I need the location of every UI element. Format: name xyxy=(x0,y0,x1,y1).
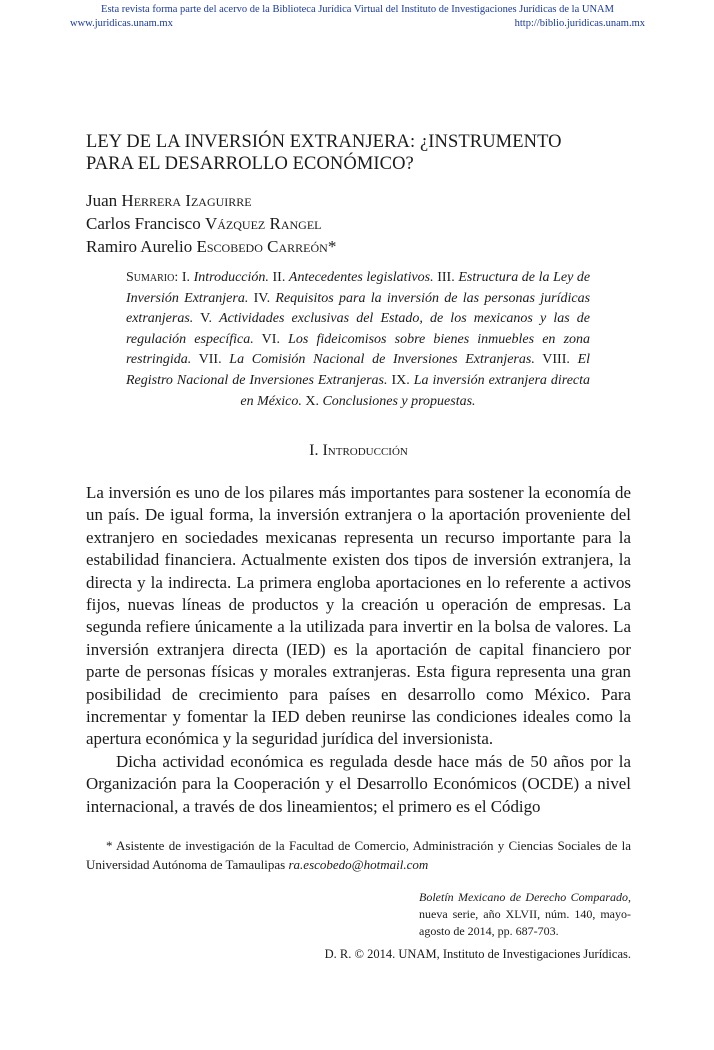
copyright-notice: D. R. © 2014. UNAM, Instituto de Investigaciones Jurídicas. xyxy=(324,947,631,961)
footnote-text: Asistente de investigación de la Facultad de Comercio, Administración y Ciencias Sociales de la Universidad Autónoma de Tamaulipas xyxy=(86,838,631,872)
title-line-2: PARA EL DESARROLLO ECONÓMICO? xyxy=(86,154,414,174)
journal-name: Boletín Mexicano de Derecho Comparado xyxy=(419,890,628,904)
author xyxy=(86,235,626,258)
title-line-1: LEY DE LA INVERSIÓN EXTRANJERA: ¿INSTRUMENTO xyxy=(86,132,562,152)
summary-item: I. Introducción. xyxy=(181,270,269,285)
page-header xyxy=(70,3,645,31)
juridicas-link[interactable]: www.juridicas.unam.mx xyxy=(70,18,173,29)
author-surname: Herrera Izaguirre xyxy=(121,191,252,210)
author xyxy=(86,189,626,212)
author-given-name: Juan xyxy=(86,191,118,210)
section-heading xyxy=(86,441,631,461)
summary-item: X. Conclusiones y propuestas. xyxy=(305,393,476,409)
biblio-link[interactable]: http://biblio.juridicas.unam.mx xyxy=(514,18,645,29)
footnote xyxy=(86,836,631,874)
summary-item: IV. Requisitos para la inversión de las personas jurídicas extranjeras. xyxy=(126,290,591,327)
author-list xyxy=(86,189,626,258)
footnote-email: ra.escobedo@hotmail.com xyxy=(288,857,429,872)
author-given-name: Carlos Francisco xyxy=(86,214,201,233)
author-surname: Escobedo Carreón xyxy=(196,237,328,256)
section-title: Introducción xyxy=(322,442,408,459)
table-of-contents-summary xyxy=(126,268,590,412)
author xyxy=(86,212,626,235)
paragraph: La inversión es uno de los pilares más importantes para sostener la economía de un país. De igual forma, la inversión extranjera o la aportación proveniente del extranjero en sociedades mexicanas representa un recurso importante para la estabilidad financiera. Actualmente existen dos tipos de inversión extranjera, la directa y la indirecta. La primera engloba aportaciones en lo referente a activos fijos, nuevas líneas de productos y la creación u operación de empresas. La segunda refiere únicamente a la utilizada para invertir en la bolsa de valores. La inversión extranjera directa (IED) es la aportación de capital financiero por parte de personas físicas y morales extranjeras. Esta figura representa una gran posibilidad de crecimiento para países en desarrollo como México. Para incrementar y fomentar la IED deben reunirse las condiciones ideales como la apertura económica y la seguridad jurídica del inversionista. xyxy=(86,483,631,749)
summary-item: VI. Los fideicomisos sobre bienes inmuebles en zona restringida. xyxy=(126,331,591,368)
footnote-mark: * xyxy=(106,838,113,853)
author-given-name: Ramiro Aurelio xyxy=(86,237,193,256)
summary-item: VII. La Comisión Nacional de Inversiones Extranjeras. xyxy=(198,352,535,368)
author-mark: * xyxy=(327,237,337,256)
journal-citation: Boletín Mexicano de Derecho Comparado, nueva serie, año XLVII, núm. 140, mayo-agosto de 2014, pp. 687-703. xyxy=(419,890,631,938)
summary-item: III. Estructura de la Ley de Inversión Extranjera. xyxy=(126,270,591,306)
paragraph: Dicha actividad económica es regulada desde hace más de 50 años por la Organización para la Cooperación y el Desarrollo Económicos (OCDE) a nivel internacional, a través de dos lineamientos; el primero es el Código xyxy=(86,751,631,816)
repository-notice: Esta revista forma parte del acervo de la Biblioteca Jurídica Virtual del Instituto de Investigaciones Jurídicas de la UNAM xyxy=(101,4,614,15)
summary-item: VIII. El Registro Nacional de Inversiones Extranjeras. xyxy=(126,352,591,388)
summary-label: Sumario: xyxy=(126,270,179,285)
summary-item: IX. La inversión extranjera directa en México. xyxy=(240,372,591,409)
summary-item: II. Antecedentes legislativos. xyxy=(272,270,434,285)
article-title xyxy=(86,131,626,175)
body-text xyxy=(86,482,631,818)
journal-details: nueva serie, año XLVII, núm. 140, mayo-agosto de 2014, pp. 687-703. xyxy=(419,907,631,938)
author-surname: Vázquez Rangel xyxy=(204,214,322,233)
summary-item: V. Actividades exclusivas del Estado, de los mexicanos y las de regulación específica. xyxy=(126,311,591,347)
header-links xyxy=(70,17,645,31)
section-number: I. xyxy=(309,442,319,459)
